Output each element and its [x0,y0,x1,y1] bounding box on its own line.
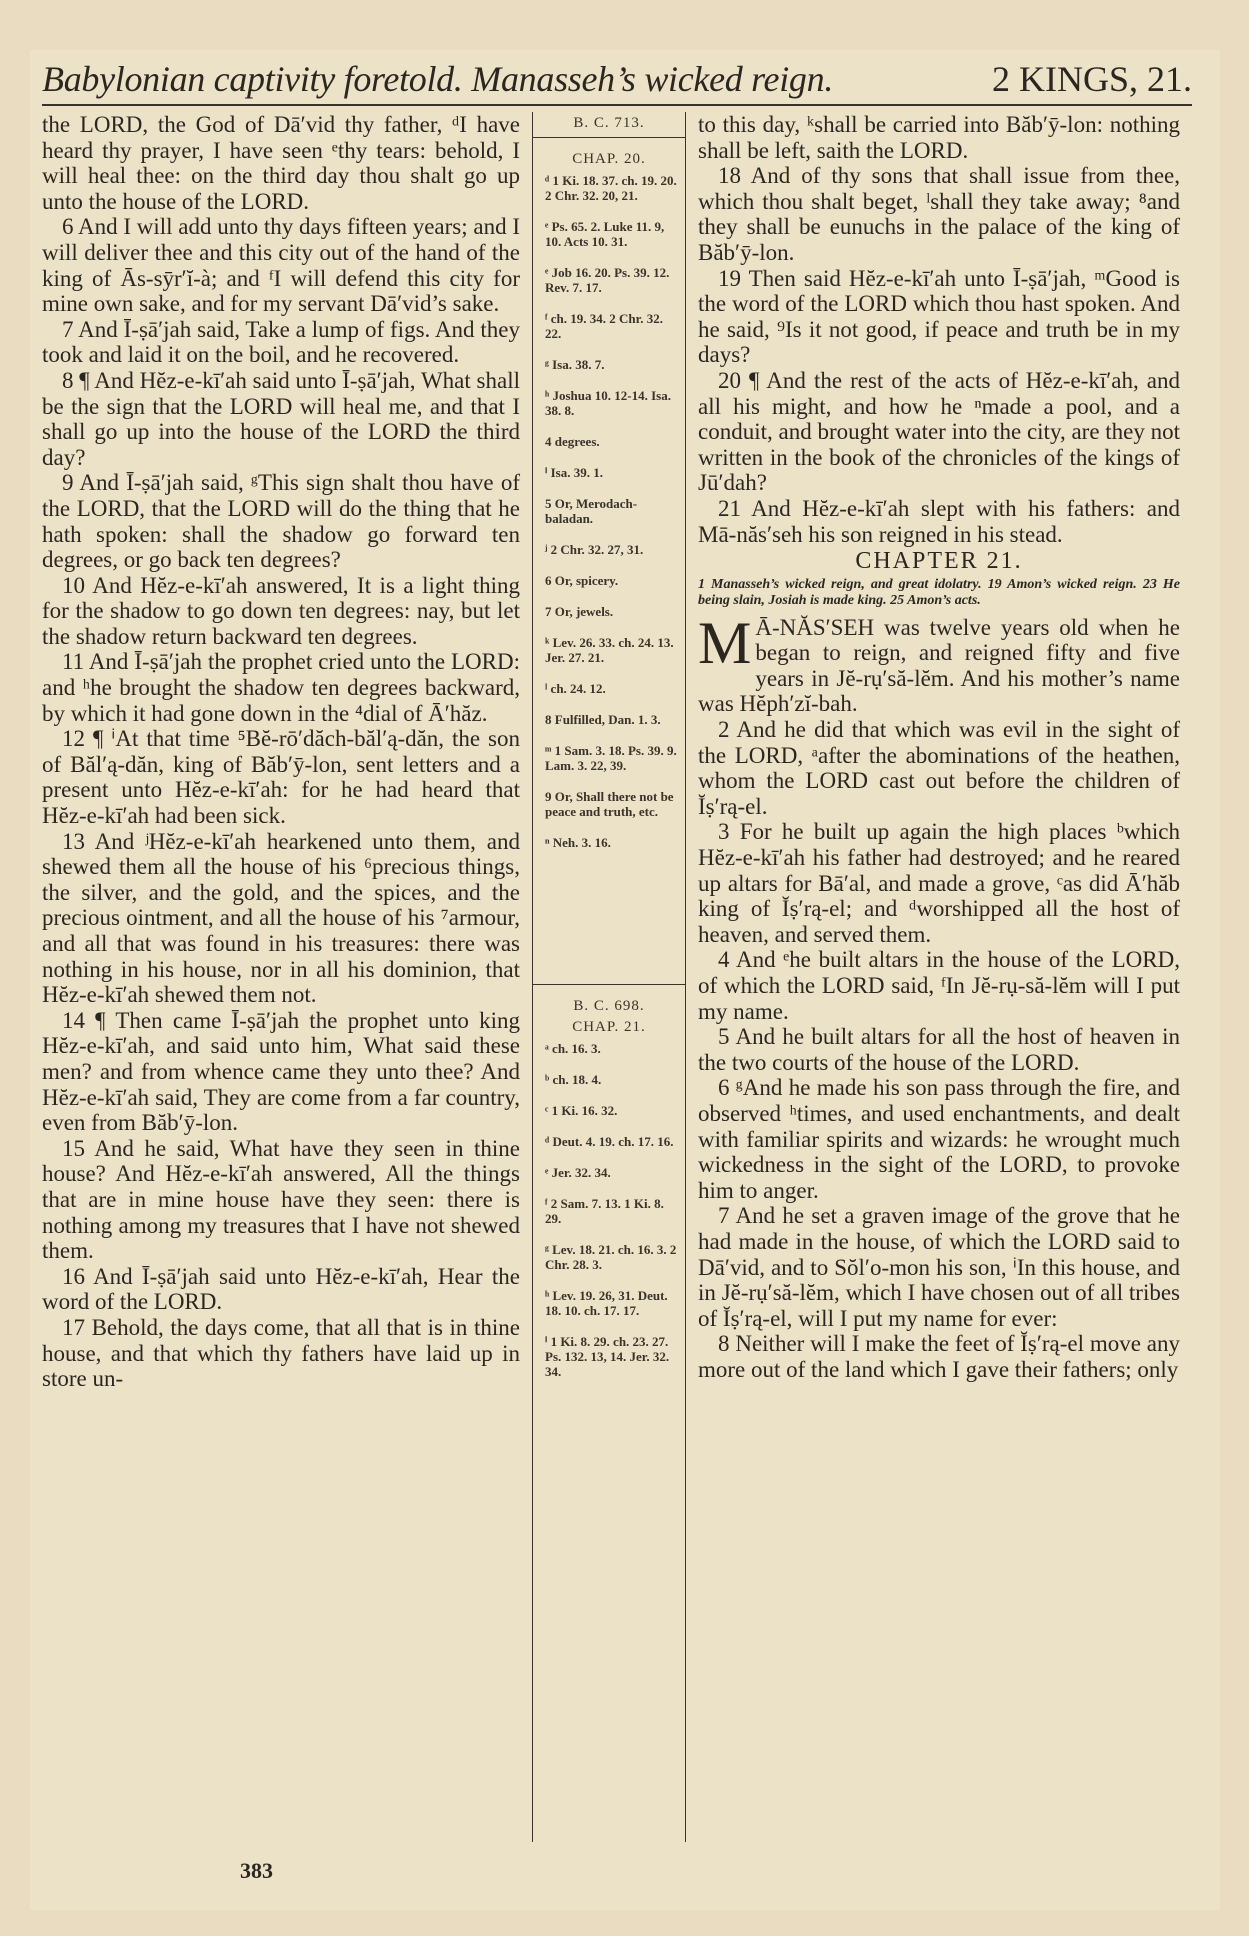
verse-paragraph: 9 And Ī-ṣā′jah said, ᵍThis sign shalt thou have of the LORD, that the LORD will do the thing that he hath spoken: shall the shadow go forward ten degrees, or go back ten degrees? [42,470,520,573]
margin-note: ᵏ Lev. 26. 33. ch. 24. 13. Jer. 27. 21. [545,635,674,665]
verse-paragraph: 8 Neither will I make the feet of Ĭṣ′rą-el move any more out of the land which I gave their fathers; only [698,1331,1180,1382]
margin-note: ʰ Lev. 19. 26, 31. Deut. 18. 10. ch. 17. 17. [545,1288,668,1318]
verse-paragraph: 16 And Ī-ṣā′jah said unto Hĕz-e-kī′ah, Hear the word of the LORD. [42,1263,520,1315]
page-number: 383 [240,1858,273,1883]
margin-note: 5 Or, Merodach-baladan. [545,496,638,526]
margin-note: 6 Or, spicery. [545,573,619,588]
margin-note: ᵍ Lev. 18. 21. ch. 16. 3. 2 Chr. 28. 3. [545,1242,677,1272]
chapter-summary: 1 Manasseh’s wicked reign, and great idolatry. 19 Amon’s wicked reign. 23 He being slain, Josiah is made king. 25 Amon’s acts. [698,576,1180,608]
header-book-chapter: 2 KINGS, 21. [991,59,1192,99]
verse-paragraph: 15 And he said, What have they seen in thine house? And Hĕz-e-kī′ah answered, All the things that are in mine house have they seen: there is nothing among my treasures that I have not shewed them. [42,1135,520,1264]
verse-paragraph: 13 And ʲHĕz-e-kī′ah hearkened unto them, and shewed them all the house of his ⁶precious things, the silver, and the gold, and the spices, and the precious ointment, and all the house of his ⁷armour, and all that was found in his treasures: there was nothing in his house, nor in all his dominion, that Hĕz-e-kī′ah shewed them not. [42,828,520,1008]
verse-paragraph: 19 Then said Hĕz-e-kī′ah unto Ī-ṣā′jah, ᵐGood is the word of the LORD which thou hast spoken. And he said, ⁹Is it not good, if peace and truth be in my days? [698,265,1180,368]
right-text-column [698,112,1180,1383]
left-text-column [42,112,520,1392]
margin-note: ᵐ 1 Sam. 3. 18. Ps. 39. 9. Lam. 3. 22, 39. [545,743,677,773]
chapter-first-verse [698,609,1180,717]
margin-note: ᵉ Ps. 65. 2. Luke 11. 9, 10. Acts 10. 31. [545,219,665,249]
margin-note: ᶠ 2 Sam. 7. 13. 1 Ki. 8. 29. [545,1196,664,1226]
verse-paragraph: 18 And of thy sons that shall issue from thee, which thou shalt beget, ˡshall they take away; ⁸and they shall be eunuchs in the palace of the king of Băb′ȳ-lon. [698,163,1180,265]
verse-paragraph: 14 ¶ Then came Ī-ṣā′jah the prophet unto king Hĕz-e-kī′ah, and said unto him, What said these men? and from whence came they unto thee? And Hĕz-e-kī′ah said, They are come from a far country, even from Băb′ȳ-lon. [42,1007,520,1136]
margin-note: 8 Fulfilled, Dan. 1. 3. [545,712,661,727]
verse-paragraph: 2 And he did that which was evil in the sight of the LORD, ᵃafter the abominations of the heathen, whom the LORD cast out before the children of Ĭṣ′rą-el. [698,717,1180,819]
margin-note: ᵍ Isa. 38. 7. [545,357,605,372]
verse-paragraph: 7 And Ī-ṣā′jah said, Take a lump of figs. And they took and laid it on the boil, and he recovered. [42,316,520,368]
verse-paragraph: 4 And ᵉhe built altars in the house of the LORD, of which the LORD said, ᶠIn Jĕ-rụ-să-lĕm will I put my name. [698,947,1180,1024]
margin-note: ˡ ch. 24. 12. [545,681,606,696]
margin-references-column [532,112,686,1842]
margin-rule [532,984,686,985]
chapter-heading: CHAPTER 21. [855,548,1023,575]
running-header [42,52,1192,106]
margin-note: ᵉ Job 16. 20. Ps. 39. 12. Rev. 7. 17. [545,265,670,295]
header-topic: Babylonian captivity foretold. Manasseh’s wicked reign. [42,59,834,99]
margin-note: 7 Or, jewels. [545,604,614,619]
verse-paragraph: 10 And Hĕz-e-kī′ah answered, It is a light thing for the shadow to go down ten degrees: nay, but let the shadow return backward ten degrees. [42,572,520,649]
margin-note: 9 Or, Shall there not be peace and truth, etc. [545,789,674,819]
margin-chapter: CHAP. 21. [572,1019,646,1035]
verse-paragraph: 12 ¶ ⁱAt that time ⁵Bĕ-rō′dăch-băl′ą-dăn, the son of Băl′ą-dăn, king of Băb′ȳ-lon, sent letters and a present unto Hĕz-e-kī′ah: for he had heard that Hĕz-e-kī′ah had been sick. [42,726,520,829]
verse-paragraph: 8 ¶ And Hĕz-e-kī′ah said unto Ī-ṣā′jah, What shall be the sign that the LORD will heal me, and that I shall go up into the house of the LORD the third day? [42,367,520,470]
margin-note: ⁿ Neh. 3. 16. [545,835,611,850]
margin-chapter: CHAP. 20. [572,151,646,167]
verse-paragraph: 6 ᵍAnd he made his son pass through the fire, and observed ʰtimes, and used enchantments, and dealt with familiar spirits and wizards: he wrought much wickedness in the sight of the LORD, to provoke him to anger. [698,1075,1180,1203]
verse-paragraph: 21 And Hĕz-e-kī′ah slept with his fathers: and Mā-năs′seh his son reigned in his stead. [698,495,1180,547]
verse-paragraph: 5 And he built altars for all the host of heaven in the two courts of the house of the LORD. [698,1024,1180,1075]
verse-paragraph: 7 And he set a graven image of the grove that he had made in the house, of which the LORD said to Dā′vid, and to Sŏl′o-mon his son, ⁱIn this house, and in Jĕ-rụ′să-lĕm, which I have chosen out of all tribes of Ĭṣ′rą-el, will I put my name for ever: [698,1203,1180,1331]
verse-paragraph: to this day, ᵏshall be carried into Băb′ȳ-lon: nothing shall be left, saith the LORD. [698,112,1180,163]
margin-note: ᶜ 1 Ki. 16. 32. [545,1103,618,1118]
verse-paragraph: 6 And I will add unto thy days fifteen years; and I will deliver thee and this city out of the hand of the king of Ās-sȳr′ĭ-à; and ᶠI will defend this city for mine own sake, and for my servant Dā′vid’s sake. [42,214,520,317]
margin-note: ᵃ ch. 16. 3. [545,1041,601,1056]
margin-date: B. C. 698. [573,998,645,1014]
verse-paragraph: 17 Behold, the days come, that all that is in thine house, and that which thy fathers have laid up in store un- [42,1314,520,1392]
margin-note: ᵇ ch. 18. 4. [545,1072,602,1087]
verse-paragraph: the LORD, the God of Dā′vid thy father, ᵈI have heard thy prayer, I have seen ᵉthy tears: behold, I will heal thee: on the third day thou shalt go up unto the house of the LORD. [42,112,520,214]
margin-note: ⁱ 1 Ki. 8. 29. ch. 23. 27. Ps. 132. 13, 14. Jer. 32. 34. [545,1334,670,1379]
verse-paragraph: 20 ¶ And the rest of the acts of Hĕz-e-kī′ah, and all his might, and how he ⁿmade a pool, and a conduit, and brought water into the city, are they not written in the book of the chronicles of the kings of Jū′dah? [698,367,1181,496]
verse-paragraph: 11 And Ī-ṣā′jah the prophet cried unto the LORD: and ʰhe brought the shadow ten degrees backward, by which it had gone down in the ⁴dial of Ā′hăz. [42,649,520,726]
drop-cap: M [698,609,752,676]
first-verse-text: Ā-NĂS′SEH was twelve years old when he began to reign, and reigned fifty and five years in Jĕ-rụ′să-lĕm. And his mother’s name was Hĕph′zĭ-bah. [698,614,1180,717]
margin-note: ⁱ Isa. 39. 1. [545,465,603,480]
margin-note: ᵈ 1 Ki. 18. 37. ch. 19. 20. 2 Chr. 32. 20, 21. [545,173,677,203]
margin-note: ʲ 2 Chr. 32. 27, 31. [545,542,644,557]
margin-gap [533,866,685,984]
margin-note: ᵉ Jer. 32. 34. [545,1165,611,1180]
margin-rule [532,137,686,138]
margin-note: ᵈ Deut. 4. 19. ch. 17. 16. [545,1134,674,1149]
margin-note: ʰ Joshua 10. 12-14. Isa. 38. 8. [545,388,671,418]
margin-date: B. C. 713. [573,115,645,131]
verse-paragraph: 3 For he built up again the high places ᵇwhich Hĕz-e-kī′ah his father had destroyed; and he reared up altars for Bā′al, and made a grove, ᶜas did Ā′hăb king of Ĭṣ′rą-el; and ᵈworshipped all the host of heaven, and served them. [698,819,1180,947]
margin-note: 4 degrees. [545,434,600,449]
margin-note: ᶠ ch. 19. 34. 2 Chr. 32. 22. [545,311,663,341]
